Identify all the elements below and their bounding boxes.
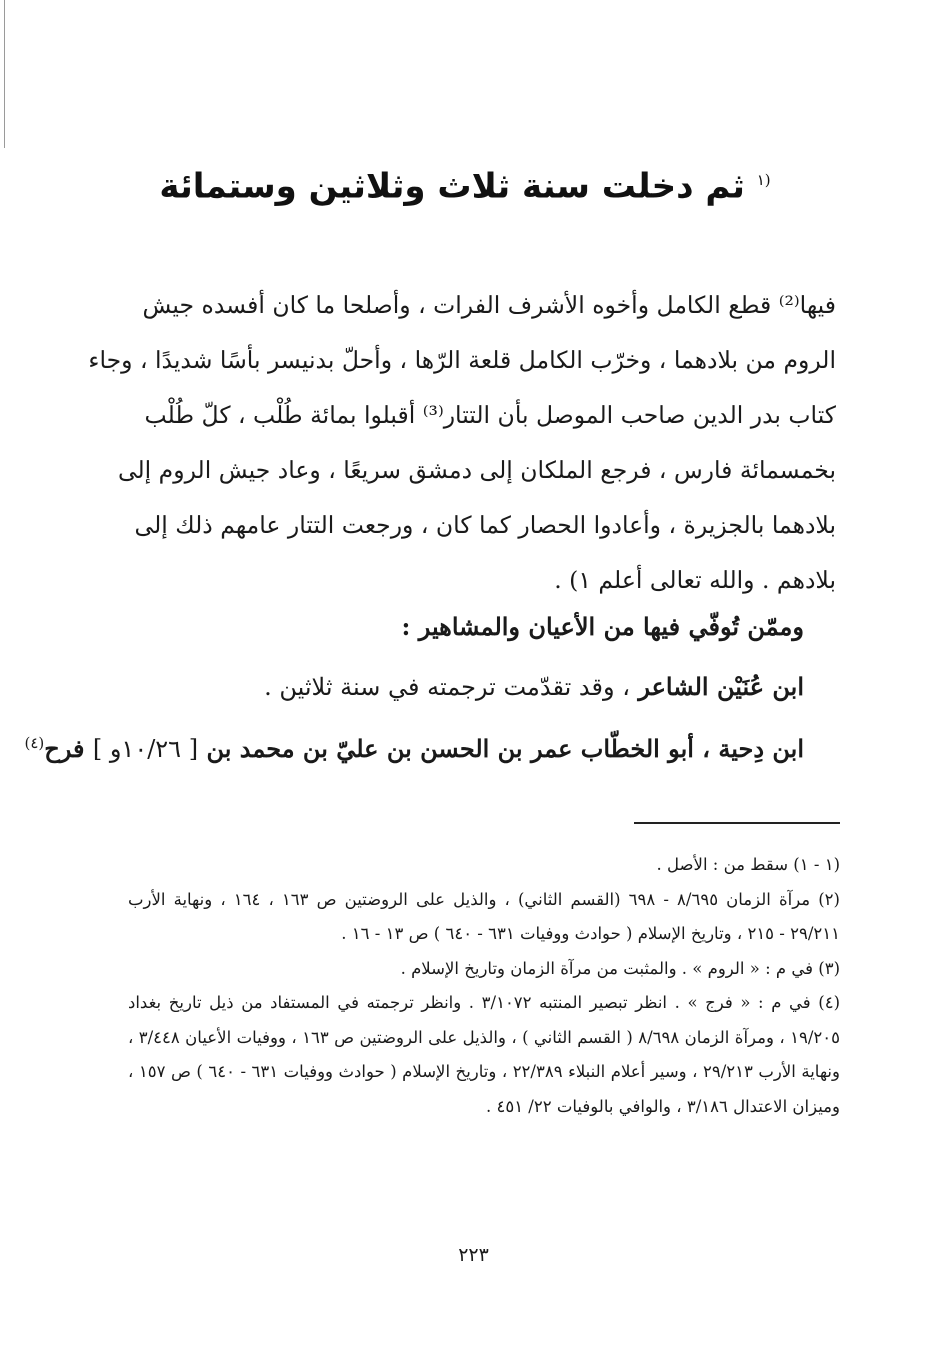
manuscript-folio-ref: [ ١٠/٢٦و ]: [92, 735, 199, 763]
entry-name-end: فرح: [44, 734, 85, 763]
heading-footnote-marker: (١: [756, 171, 771, 189]
paragraph-line: بخمسمائة فارس ، فرجع الملكان إلى دمشق سريعًا ، وعاد جيش الروم إلى: [117, 456, 836, 484]
paragraph-line: بلادهم . والله تعالى أعلم ١) .: [554, 566, 836, 594]
entry-text: ، وقد تقدّمت ترجمته في سنة ثلاثين .: [264, 673, 630, 701]
main-paragraph: [88, 278, 836, 608]
heading-title: ثم دخلت سنة ثلاث وثلاثين وستمائة: [159, 166, 745, 207]
entry-ibn-unain: [128, 672, 804, 701]
entry-footnote-marker: (٤): [24, 734, 45, 752]
footnote: (٢) مرآة الزمان ٨/٦٩٥ - ٦٩٨ (القسم الثاني) ، والذيل على الروضتين ص ١٦٣ ، ١٦٤ ، ونهاية الأرب ٢٩/٢١١ - ٢١٥ ، وتاريخ الإسلام ( حوادث ووفيات ٦٣١ - ٦٤٠ ) ص ١٣ - ١٦ .: [128, 889, 840, 943]
entry-ibn-dihya: [24, 734, 804, 763]
paragraph-line: فيها⁽²⁾ قطع الكامل وأخوه الأشرف الفرات ، وأصلحا ما كان أفسده جيش: [142, 291, 836, 319]
footnote: (١ - ١) سقط من : الأصل .: [656, 855, 840, 874]
scan-edge-line: [4, 0, 5, 148]
paragraph-line: كتاب بدر الدين صاحب الموصل بأن التتار⁽³⁾ أقبلوا بمائة طُلْب ، كلّ طُلْب: [144, 401, 836, 429]
footnote: (٤) في م : « فرج » . انظر تبصير المنتبه ٣/١٠٧٢ . وانظر ترجمته في المستفاد من ذيل تاريخ بغداد ١٩/٢٠٥ ، ومرآة الزمان ٨/٦٩٨ ( القسم الثاني ) ، والذيل على الروضتين ص ١٦٣ ، ووفيات الأعيان ٣/٤٤٨ ، ونهاية الأرب ٢٩/٢١٣ ، وسير أعلام النبلاء ٢٢/٣٨٩ ، وتاريخ الإسلام ( حوادث ووفيات ٦٣١ - ٦٤٠ ) ص ١٥٧ ، وميزان الاعتدال ٣/١٨٦ ، والوافي بالوفيات ٢٢/ ٤٥١ .: [128, 993, 841, 1116]
footnotes: [128, 848, 840, 1124]
paragraph-line: بلادهما بالجزيرة ، وأعادوا الحصار كما كان ، ورجعت التتار عامهم ذلك إلى: [134, 511, 836, 539]
deaths-heading: وممّن تُوفّي فيها من الأعيان والمشاهير :: [401, 612, 804, 641]
year-heading: [150, 150, 780, 216]
footnote: (٣) في م : « الروم » . والمثبت من مرآة الزمان وتاريخ الإسلام .: [400, 958, 840, 978]
page-number: ٢٢٣: [458, 1244, 489, 1266]
paragraph-line: الروم من بلادهما ، وخرّب الكامل قلعة الرّها ، وأحلّ بدنيسر بأسًا شديدًا ، وجاء: [88, 346, 836, 374]
entry-name: ابن عُنَيْن الشاعر: [638, 672, 804, 701]
entry-name: ابن دِحية ، أبو الخطّاب عمر بن الحسن بن عليّ بن محمد بن: [206, 734, 804, 763]
footnote-divider: [634, 822, 840, 824]
